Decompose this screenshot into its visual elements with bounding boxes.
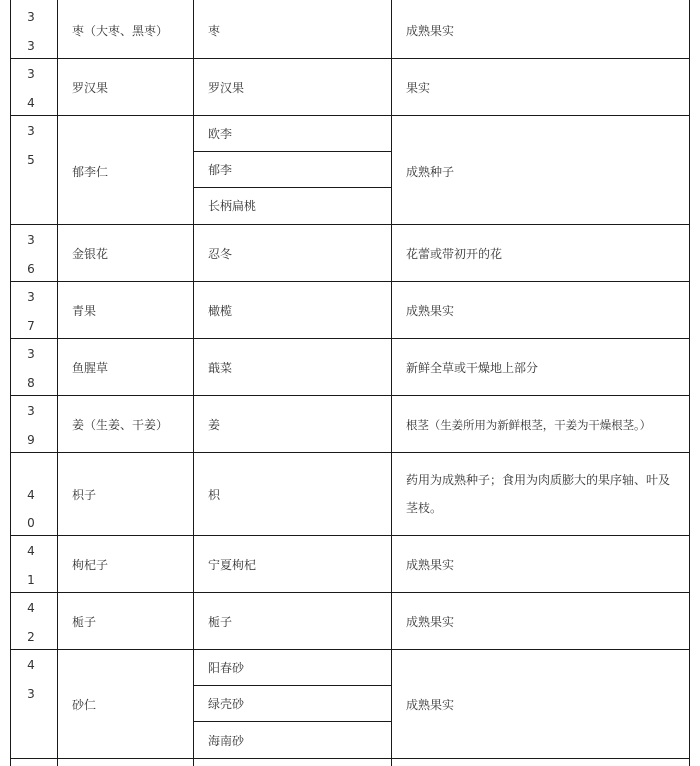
row-divider (10, 758, 690, 759)
ingredient-name: 栀子 (72, 615, 97, 629)
row-number-second-digit: 9 (27, 433, 35, 447)
row-number-second-digit: 8 (27, 376, 35, 390)
source-species: 绿壳砂 (208, 697, 245, 711)
source-species: 蕺菜 (208, 361, 233, 375)
source-species: 长柄扁桃 (208, 199, 257, 213)
row-number-first-digit: 3 (27, 124, 35, 138)
ingredient-name: 枸杞子 (72, 558, 109, 572)
row-divider (10, 395, 690, 396)
row-number-second-digit: 3 (27, 687, 35, 701)
row-number-first-digit: 4 (27, 544, 35, 558)
medicinal-part: 根茎（生姜所用为新鲜根茎，干姜为干燥根茎。） (406, 418, 652, 432)
source-species: 枳 (208, 488, 221, 502)
ingredient-name: 罗汉果 (72, 81, 109, 95)
row-divider (10, 58, 690, 59)
row-number-second-digit: 5 (27, 153, 35, 167)
medicinal-part: 成熟果实 (406, 698, 455, 712)
row-divider (10, 649, 690, 650)
sub-row-divider (193, 685, 392, 686)
ingredient-name: 枣（大枣、黑枣） (72, 24, 169, 38)
source-species: 阳春砂 (208, 661, 245, 675)
row-number-first-digit: 3 (27, 404, 35, 418)
row-number-second-digit: 0 (27, 516, 35, 530)
ingredient-name: 郁李仁 (72, 165, 109, 179)
row-number-first-digit: 3 (27, 290, 35, 304)
row-number-first-digit: 3 (27, 233, 35, 247)
source-species: 欧李 (208, 127, 233, 141)
row-divider (10, 452, 690, 453)
row-number-second-digit: 3 (27, 39, 35, 53)
medicinal-part: 果实 (406, 81, 431, 95)
medicinal-part: 花蕾或带初开的花 (406, 247, 503, 261)
source-species: 郁李 (208, 163, 233, 177)
ingredient-name: 砂仁 (72, 698, 97, 712)
row-divider (10, 115, 690, 116)
source-species: 宁夏枸杞 (208, 558, 257, 572)
row-number-first-digit: 4 (27, 658, 35, 672)
medicinal-part: 药用为成熟种子；食用为肉质膨大的果序轴、叶及茎枝。 (406, 473, 671, 515)
source-species: 姜 (208, 418, 221, 432)
ingredient-name: 青果 (72, 304, 97, 318)
ingredient-name: 鱼腥草 (72, 361, 109, 375)
row-number-first-digit: 3 (27, 67, 35, 81)
source-species: 罗汉果 (208, 81, 245, 95)
medicinal-part: 成熟果实 (406, 304, 455, 318)
source-species: 忍冬 (208, 247, 233, 261)
row-divider (10, 224, 690, 225)
source-species: 橄榄 (208, 304, 233, 318)
ingredient-name: 金银花 (72, 247, 109, 261)
sub-row-divider (193, 187, 392, 188)
row-divider (10, 338, 690, 339)
row-number-first-digit: 4 (27, 601, 35, 615)
medicinal-part: 成熟果实 (406, 615, 455, 629)
row-number-second-digit: 1 (27, 573, 35, 587)
medicinal-part: 成熟果实 (406, 24, 455, 38)
source-species: 枣 (208, 24, 221, 38)
row-divider (10, 281, 690, 282)
row-number-second-digit: 6 (27, 262, 35, 276)
medicinal-part: 新鲜全草或干燥地上部分 (406, 361, 539, 375)
row-divider (10, 592, 690, 593)
row-number-first-digit: 3 (27, 347, 35, 361)
ingredient-name: 枳子 (72, 488, 97, 502)
source-species: 栀子 (208, 615, 233, 629)
row-divider (10, 535, 690, 536)
row-number-second-digit: 7 (27, 319, 35, 333)
sub-row-divider (193, 151, 392, 152)
row-number-first-digit: 3 (27, 10, 35, 24)
medicinal-part: 成熟种子 (406, 165, 455, 179)
medicinal-part: 成熟果实 (406, 558, 455, 572)
source-species: 海南砂 (208, 734, 245, 748)
row-number-second-digit: 2 (27, 630, 35, 644)
row-number-first-digit: 4 (27, 488, 35, 502)
ingredient-name: 姜（生姜、干姜） (72, 418, 169, 432)
row-number-second-digit: 4 (27, 96, 35, 110)
sub-row-divider (193, 721, 392, 722)
